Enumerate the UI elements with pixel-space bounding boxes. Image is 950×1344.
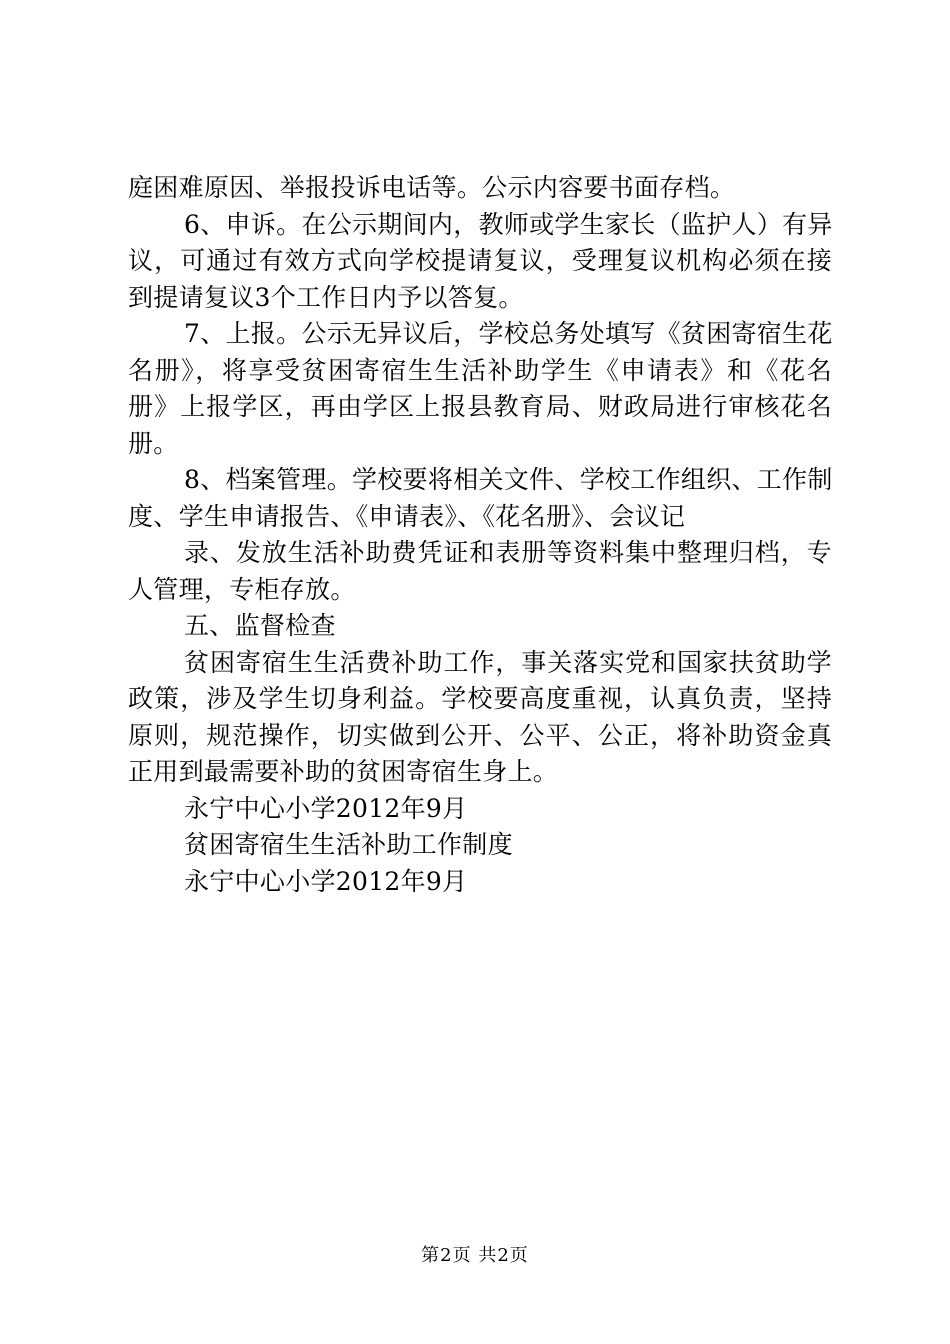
document-body: [128, 170, 832, 900]
signature-line: 永宁中心小学2012年9月: [184, 866, 468, 896]
text-line: 8、档案管理。学校要将相关文件、学校工作组织、工作制: [184, 465, 833, 494]
text-line: 名册》，将享受贫困寄宿生生活补助学生《申请表》和《花名: [128, 355, 832, 385]
text-line: 录、发放生活补助费凭证和表册等资料集中整理归档，专: [184, 538, 832, 567]
document-title-line: 贫困寄宿生生活补助工作制度: [184, 830, 513, 859]
text-line: 正用到最需要补助的贫困寄宿生身上。: [128, 757, 559, 786]
text-line: 庭困难原因、举报投诉电话等。公示内容要书面存档。: [128, 173, 736, 202]
text-line: 7、上报。公示无异议后，学校总务处填写《贫困寄宿生花: [184, 319, 833, 348]
page-number: 第2页 共2页: [421, 1245, 529, 1266]
text-line: 度、学生申请报告、《申请表》、《花名册》、会议记: [128, 501, 686, 531]
text-line: 原则，规范操作，切实做到公开、公平、公正，将补助资金真: [128, 720, 832, 750]
text-line: 到提请复议3个工作日内予以答复。: [128, 282, 524, 312]
text-line: 册》上报学区，再由学区上报县教育局、财政局进行审核花名: [128, 392, 832, 421]
text-line: 政策，涉及学生切身利益。学校要高度重视，认真负责，坚持: [128, 684, 832, 713]
text-line: 议，可通过有效方式向学校提请复议，受理复议机构必须在接: [128, 246, 832, 275]
signature-line: 永宁中心小学2012年9月: [184, 793, 468, 823]
section-heading: 五、监督检查: [184, 611, 336, 640]
text-line: 6、申诉。在公示期间内，教师或学生家长（监护人）有异: [184, 209, 833, 239]
text-line: 册。: [128, 428, 179, 458]
text-line: 贫困寄宿生生活费补助工作，事关落实党和国家扶贫助学: [184, 647, 832, 677]
text-line: 人管理，专柜存放。: [128, 574, 356, 604]
